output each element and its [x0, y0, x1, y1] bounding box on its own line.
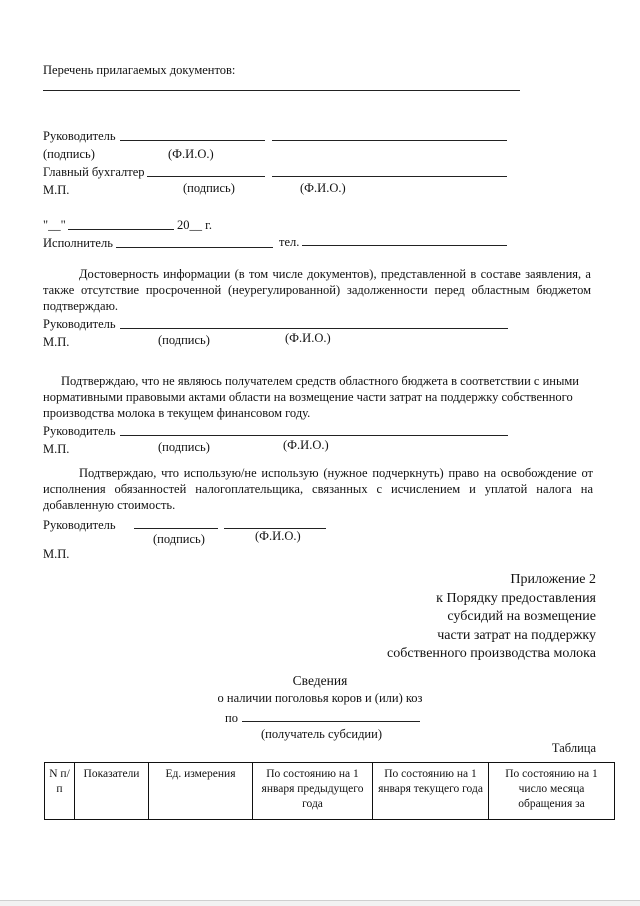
info-subtitle: о наличии поголовья коров и (или) коз — [217, 691, 423, 705]
col-header-indicators: Показатели — [75, 763, 149, 820]
info-title: Сведения — [292, 673, 348, 688]
col-header-unit: Ед. измерения — [149, 763, 253, 820]
date-quote: "__" — [43, 218, 66, 232]
appendix-line: субсидий на возмещение — [447, 609, 596, 624]
attachments-label: Перечень прилагаемых документов: — [43, 63, 236, 77]
head-signature-line[interactable] — [120, 328, 508, 329]
head-label: Руководитель — [43, 317, 116, 331]
stamp-label: М.П. — [43, 442, 70, 456]
stamp-label: М.П. — [43, 547, 70, 561]
col-header-request-month: По состоянию на 1 число месяца обращения за — [489, 763, 615, 820]
date-year: 20__ г. — [177, 218, 212, 232]
phone-label: тел. — [279, 235, 300, 249]
col-header-number: N п/п — [45, 763, 75, 820]
recipient-caption: (получатель субсидии) — [261, 727, 382, 741]
signature-caption: (подпись) — [183, 181, 235, 195]
chief-accountant-label: Главный бухгалтер — [43, 165, 145, 179]
stamp-label: М.П. — [43, 335, 70, 349]
phone-line[interactable] — [302, 245, 507, 246]
appendix-line: к Порядку предоставления — [436, 590, 596, 606]
signature-caption: (подпись) — [153, 532, 205, 546]
chief-accountant-name-line[interactable] — [272, 176, 507, 177]
signature-caption: (подпись) — [43, 147, 95, 161]
appendix-heading — [387, 571, 596, 664]
col-header-current-year: По состоянию на 1 января текущего года — [373, 763, 489, 820]
chief-accountant-signature-line[interactable] — [147, 176, 265, 177]
date-fill-line[interactable] — [68, 229, 174, 230]
head-signature-line[interactable] — [120, 140, 265, 141]
executor-name-line[interactable] — [116, 247, 273, 248]
signature-caption: (подпись) — [158, 440, 210, 454]
page-bottom-edge — [0, 900, 640, 906]
info-by-label: по — [225, 711, 238, 725]
name-caption: (Ф.И.О.) — [168, 147, 214, 161]
recipient-fill-line[interactable] — [242, 721, 420, 722]
head-label: Руководитель — [43, 129, 116, 143]
head-label: Руководитель — [43, 518, 116, 532]
stamp-label: М.П. — [43, 183, 70, 197]
name-caption: (Ф.И.О.) — [255, 529, 301, 543]
name-caption: (Ф.И.О.) — [283, 438, 329, 452]
name-caption: (Ф.И.О.) — [285, 331, 331, 345]
col-header-prev-year: По состоянию на 1 января предыдущего года — [253, 763, 373, 820]
head-name-line[interactable] — [272, 140, 507, 141]
table-header-row — [45, 763, 615, 820]
head-signature-line[interactable] — [120, 435, 508, 436]
signature-caption: (подпись) — [158, 333, 210, 347]
head-label: Руководитель — [43, 424, 116, 438]
executor-label: Исполнитель — [43, 236, 113, 250]
attachments-fill-line[interactable] — [43, 90, 520, 91]
name-caption: (Ф.И.О.) — [300, 181, 346, 195]
statement-reliability: Достоверность информации (в том числе документов), представленной в составе заявления, а также отсутствие просроченной (неурегулированной) задолженности перед областным бюджетом подтверждаю. — [43, 267, 591, 313]
head-signature-line[interactable] — [134, 528, 218, 529]
statement-vat-exemption: Подтверждаю, что использую/не использую (нужное подчеркнуть) право на освобождение от исполнения обязанностей налогоплательщика, связанных с исчислением и уплатой налога на добавленную стоимость. — [43, 466, 593, 512]
statement-not-recipient: Подтверждаю, что не являюсь получателем средств областного бюджета в соответствии с иными нормативными правовыми актами области на возмещение части затрат на поддержку собственного производства молока в текущем финансовом году. — [43, 374, 579, 420]
appendix-line: части затрат на поддержку — [437, 627, 596, 643]
appendix-line: Приложение 2 — [510, 572, 596, 587]
livestock-table — [44, 762, 615, 820]
table-label: Таблица — [551, 741, 596, 755]
appendix-line: собственного производства молока — [387, 646, 596, 661]
